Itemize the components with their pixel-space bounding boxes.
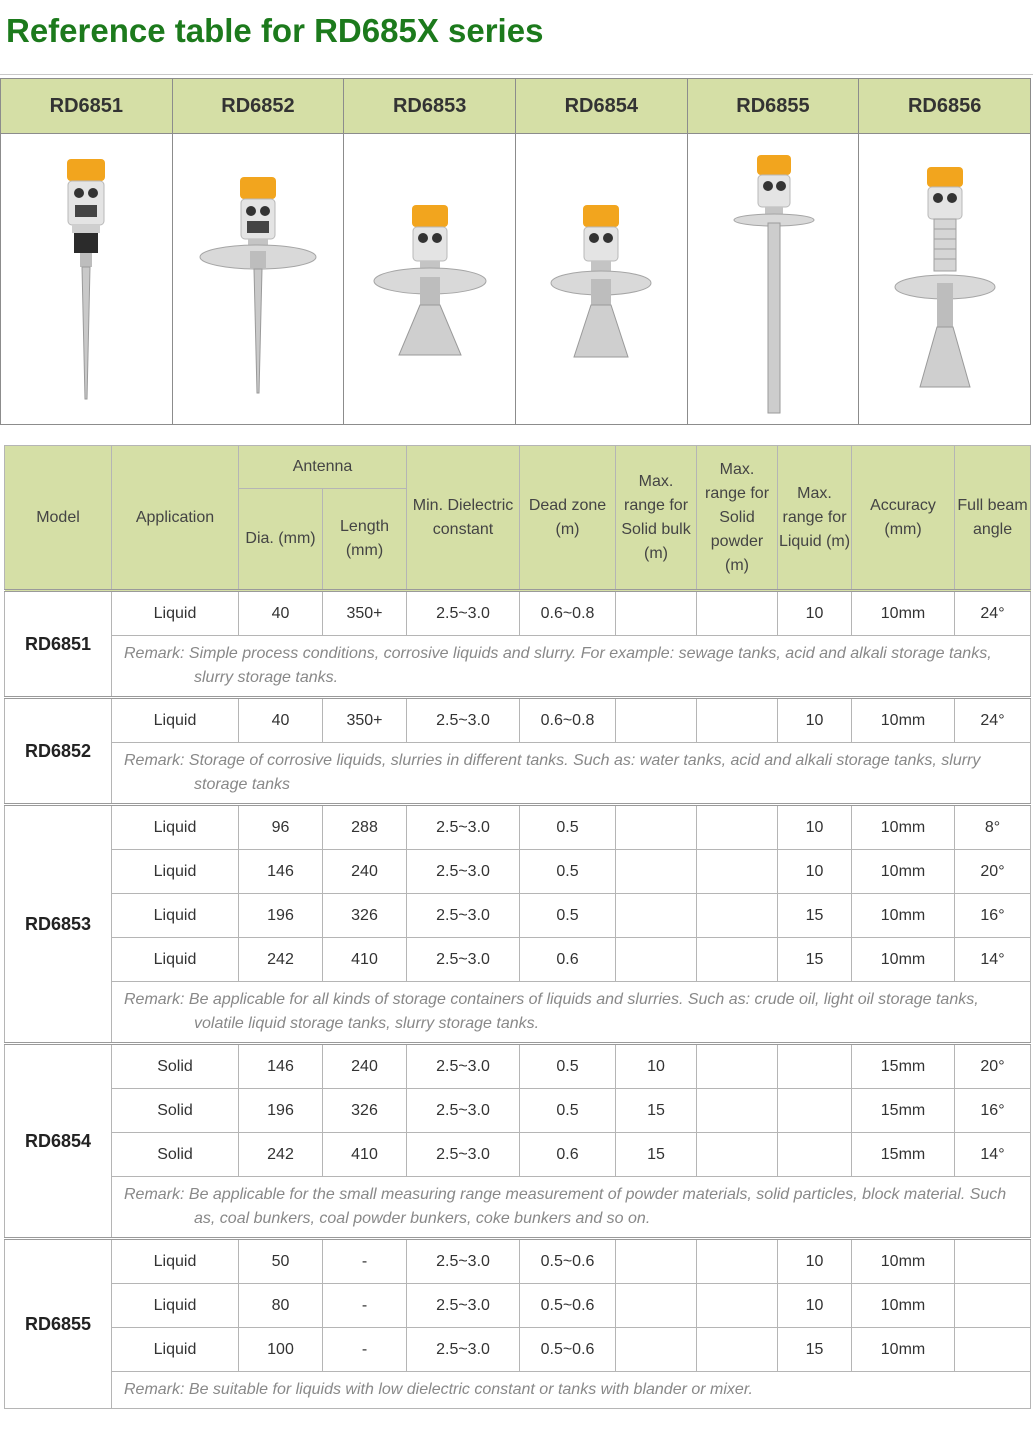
product-model-label: RD6856	[859, 79, 1031, 134]
cell-accuracy: 15mm	[852, 1044, 955, 1089]
cell-range-solid-powder	[697, 1133, 778, 1177]
cell-length: 240	[323, 1044, 407, 1089]
cell-range-solid-bulk	[616, 1328, 697, 1372]
cell-dia: 242	[239, 1133, 323, 1177]
cell-dielectric: 2.5~3.0	[407, 1239, 520, 1284]
cell-range-solid-bulk	[616, 938, 697, 982]
cell-accuracy: 10mm	[852, 805, 955, 850]
flanged-rod-radar-icon	[193, 137, 323, 417]
remark-row	[5, 1372, 1031, 1409]
cell-dia: 196	[239, 1089, 323, 1133]
cell-length: 410	[323, 938, 407, 982]
spec-table	[4, 445, 1031, 1409]
cell-beam-angle: 24°	[955, 591, 1031, 636]
cell-accuracy: 15mm	[852, 1133, 955, 1177]
cell-dead-zone: 0.5	[520, 805, 616, 850]
cell-range-solid-powder	[697, 1284, 778, 1328]
cell-range-solid-powder	[697, 698, 778, 743]
cell-length: 326	[323, 1089, 407, 1133]
table-row	[5, 894, 1031, 938]
header-range-solid-bulk: Max. range for Solid bulk (m)	[616, 446, 697, 591]
product-image-cell	[515, 134, 687, 425]
product-image-cell	[344, 134, 516, 425]
cell-dead-zone: 0.5~0.6	[520, 1239, 616, 1284]
cell-dead-zone: 0.5~0.6	[520, 1284, 616, 1328]
cell-range-solid-powder	[697, 938, 778, 982]
cell-application: Liquid	[112, 894, 239, 938]
table-row	[5, 1044, 1031, 1089]
cell-beam-angle: 8°	[955, 805, 1031, 850]
table-row	[5, 805, 1031, 850]
cell-accuracy: 10mm	[852, 894, 955, 938]
title-divider	[0, 74, 1033, 75]
cell-range-solid-bulk	[616, 591, 697, 636]
cell-accuracy: 10mm	[852, 1328, 955, 1372]
header-range-solid-powder: Max. range for Solid powder (m)	[697, 446, 778, 591]
cell-length: -	[323, 1239, 407, 1284]
product-model-label: RD6852	[172, 79, 344, 134]
cell-dielectric: 2.5~3.0	[407, 850, 520, 894]
cell-beam-angle: 14°	[955, 1133, 1031, 1177]
remark-row	[5, 636, 1031, 698]
cell-range-solid-bulk: 10	[616, 1044, 697, 1089]
cell-range-solid-bulk	[616, 1284, 697, 1328]
header-dia: Dia. (mm)	[239, 489, 323, 591]
cell-dead-zone: 0.6~0.8	[520, 698, 616, 743]
cell-dia: 96	[239, 805, 323, 850]
cell-range-liquid: 10	[778, 805, 852, 850]
remark-cell	[112, 636, 1031, 698]
cell-dia: 50	[239, 1239, 323, 1284]
product-image-cell	[859, 134, 1031, 425]
cell-range-solid-powder	[697, 805, 778, 850]
product-model-label: RD6851	[1, 79, 173, 134]
cell-range-solid-powder	[697, 850, 778, 894]
cell-dielectric: 2.5~3.0	[407, 805, 520, 850]
cell-application: Solid	[112, 1044, 239, 1089]
cell-range-solid-powder	[697, 1044, 778, 1089]
high-temp-horn-radar-icon	[880, 137, 1010, 417]
cell-dead-zone: 0.6	[520, 938, 616, 982]
cell-application: Liquid	[112, 850, 239, 894]
cell-range-solid-powder	[697, 1328, 778, 1372]
cell-range-solid-powder	[697, 894, 778, 938]
table-row	[5, 1239, 1031, 1284]
model-cell: RD6853	[5, 805, 112, 1044]
cell-beam-angle: 14°	[955, 938, 1031, 982]
cell-dielectric: 2.5~3.0	[407, 1044, 520, 1089]
product-gallery	[0, 78, 1031, 425]
cell-application: Solid	[112, 1089, 239, 1133]
remark-text: Remark: Storage of corrosive liquids, slurries in different tanks. Such as: water tanks, acid and alkali storage tanks, slurry storage tanks	[124, 752, 981, 793]
remark-cell	[112, 1372, 1031, 1409]
model-group-rd6851	[5, 591, 1031, 698]
cell-dead-zone: 0.5~0.6	[520, 1328, 616, 1372]
model-group-rd6853	[5, 805, 1031, 1044]
table-row	[5, 850, 1031, 894]
cell-application: Liquid	[112, 1328, 239, 1372]
horn-antenna-radar-icon	[536, 137, 666, 417]
model-group-rd6854	[5, 1044, 1031, 1239]
cell-dia: 40	[239, 698, 323, 743]
cell-dielectric: 2.5~3.0	[407, 591, 520, 636]
header-antenna: Antenna	[239, 446, 407, 489]
cell-range-solid-bulk	[616, 805, 697, 850]
product-model-row	[1, 79, 1031, 134]
cell-accuracy: 15mm	[852, 1089, 955, 1133]
cell-range-liquid: 10	[778, 850, 852, 894]
cell-dielectric: 2.5~3.0	[407, 698, 520, 743]
cell-dielectric: 2.5~3.0	[407, 1284, 520, 1328]
product-model-label: RD6853	[344, 79, 516, 134]
cell-range-liquid: 15	[778, 1328, 852, 1372]
model-cell: RD6854	[5, 1044, 112, 1239]
cell-dia: 146	[239, 1044, 323, 1089]
remark-text: Remark: Be suitable for liquids with low dielectric constant or tanks with blander or mixer.	[124, 1381, 753, 1398]
remark-text: Remark: Be applicable for the small measuring range measurement of powder materials, solid particles, block material. Such as, coal bunkers, coal powder bunkers, coke bunkers and so on.	[124, 1186, 1007, 1227]
cell-length: 288	[323, 805, 407, 850]
cell-range-solid-bulk: 15	[616, 1089, 697, 1133]
cell-beam-angle: 20°	[955, 850, 1031, 894]
remark-row	[5, 1177, 1031, 1239]
cell-range-liquid	[778, 1089, 852, 1133]
product-image-cell	[172, 134, 344, 425]
cell-length: 326	[323, 894, 407, 938]
header-dielectric: Min. Dielectric constant	[407, 446, 520, 591]
remark-row	[5, 982, 1031, 1044]
cell-dia: 100	[239, 1328, 323, 1372]
cell-dia: 242	[239, 938, 323, 982]
cell-accuracy: 10mm	[852, 698, 955, 743]
cell-beam-angle	[955, 1284, 1031, 1328]
page-title: Reference table for RD685X series	[6, 12, 544, 49]
cell-range-solid-bulk	[616, 850, 697, 894]
cell-beam-angle	[955, 1239, 1031, 1284]
cell-range-solid-bulk	[616, 1239, 697, 1284]
product-image-row	[1, 134, 1031, 425]
cell-dead-zone: 0.6	[520, 1133, 616, 1177]
cell-application: Liquid	[112, 1284, 239, 1328]
remark-row	[5, 743, 1031, 805]
header-accuracy: Accuracy (mm)	[852, 446, 955, 591]
cell-range-liquid: 15	[778, 894, 852, 938]
table-row	[5, 1089, 1031, 1133]
cell-range-solid-powder	[697, 1239, 778, 1284]
product-image-cell	[1, 134, 173, 425]
rod-antenna-radar-icon	[26, 137, 146, 417]
cell-application: Liquid	[112, 698, 239, 743]
cell-beam-angle: 16°	[955, 1089, 1031, 1133]
remark-cell	[112, 1177, 1031, 1239]
cell-range-liquid: 15	[778, 938, 852, 982]
cell-length: -	[323, 1284, 407, 1328]
header-range-liquid: Max. range for Liquid (m)	[778, 446, 852, 591]
cell-length: 350+	[323, 698, 407, 743]
cell-dielectric: 2.5~3.0	[407, 938, 520, 982]
cell-application: Liquid	[112, 938, 239, 982]
cell-accuracy: 10mm	[852, 1284, 955, 1328]
cell-dead-zone: 0.5	[520, 1044, 616, 1089]
cell-length: 410	[323, 1133, 407, 1177]
remark-text: Remark: Be applicable for all kinds of storage containers of liquids and slurries. Such as: crude oil, light oil storage tanks, volatile liquid storage tanks, slurry storage tanks.	[124, 991, 979, 1032]
cell-range-solid-bulk	[616, 698, 697, 743]
cell-dead-zone: 0.5	[520, 850, 616, 894]
remark-text: Remark: Simple process conditions, corrosive liquids and slurry. For example: sewage tanks, acid and alkali storage tanks, slurry storage tanks.	[124, 645, 992, 686]
cell-range-liquid: 10	[778, 1284, 852, 1328]
cell-accuracy: 10mm	[852, 1239, 955, 1284]
header-length: Length (mm)	[323, 489, 407, 591]
cell-length: 350+	[323, 591, 407, 636]
cell-dia: 196	[239, 894, 323, 938]
cell-accuracy: 10mm	[852, 938, 955, 982]
cell-dia: 80	[239, 1284, 323, 1328]
cell-application: Solid	[112, 1133, 239, 1177]
cell-dead-zone: 0.5	[520, 1089, 616, 1133]
table-row	[5, 1284, 1031, 1328]
cell-accuracy: 10mm	[852, 591, 955, 636]
cell-dielectric: 2.5~3.0	[407, 1089, 520, 1133]
cell-beam-angle: 20°	[955, 1044, 1031, 1089]
cell-length: -	[323, 1328, 407, 1372]
cell-dead-zone: 0.6~0.8	[520, 591, 616, 636]
long-rod-radar-icon	[713, 137, 833, 417]
remark-cell	[112, 982, 1031, 1044]
cell-beam-angle	[955, 1328, 1031, 1372]
header-beam-angle: Full beam angle	[955, 446, 1031, 591]
cell-dia: 40	[239, 591, 323, 636]
cell-range-liquid	[778, 1133, 852, 1177]
cell-range-liquid: 10	[778, 591, 852, 636]
cell-range-solid-powder	[697, 1089, 778, 1133]
cell-length: 240	[323, 850, 407, 894]
header-dead-zone: Dead zone (m)	[520, 446, 616, 591]
table-row	[5, 591, 1031, 636]
cell-range-liquid	[778, 1044, 852, 1089]
cell-beam-angle: 16°	[955, 894, 1031, 938]
table-row	[5, 1133, 1031, 1177]
cell-dielectric: 2.5~3.0	[407, 1133, 520, 1177]
cell-dia: 146	[239, 850, 323, 894]
cell-application: Liquid	[112, 591, 239, 636]
model-cell: RD6855	[5, 1239, 112, 1409]
cell-beam-angle: 24°	[955, 698, 1031, 743]
cell-application: Liquid	[112, 1239, 239, 1284]
table-row	[5, 938, 1031, 982]
cell-application: Liquid	[112, 805, 239, 850]
cell-range-liquid: 10	[778, 1239, 852, 1284]
cell-range-solid-bulk	[616, 894, 697, 938]
cell-accuracy: 10mm	[852, 850, 955, 894]
header-application: Application	[112, 446, 239, 591]
cell-range-solid-bulk: 15	[616, 1133, 697, 1177]
cell-range-solid-powder	[697, 591, 778, 636]
cell-dielectric: 2.5~3.0	[407, 1328, 520, 1372]
model-group-rd6852	[5, 698, 1031, 805]
model-cell: RD6852	[5, 698, 112, 805]
product-model-label: RD6854	[515, 79, 687, 134]
cell-dielectric: 2.5~3.0	[407, 894, 520, 938]
product-image-cell	[687, 134, 859, 425]
cell-dead-zone: 0.5	[520, 894, 616, 938]
cell-range-liquid: 10	[778, 698, 852, 743]
model-cell: RD6851	[5, 591, 112, 698]
header-model: Model	[5, 446, 112, 591]
spec-table-header	[5, 446, 1031, 591]
remark-cell	[112, 743, 1031, 805]
horn-antenna-radar-icon	[365, 137, 495, 417]
product-model-label: RD6855	[687, 79, 859, 134]
model-group-rd6855	[5, 1239, 1031, 1409]
table-row	[5, 1328, 1031, 1372]
table-row	[5, 698, 1031, 743]
